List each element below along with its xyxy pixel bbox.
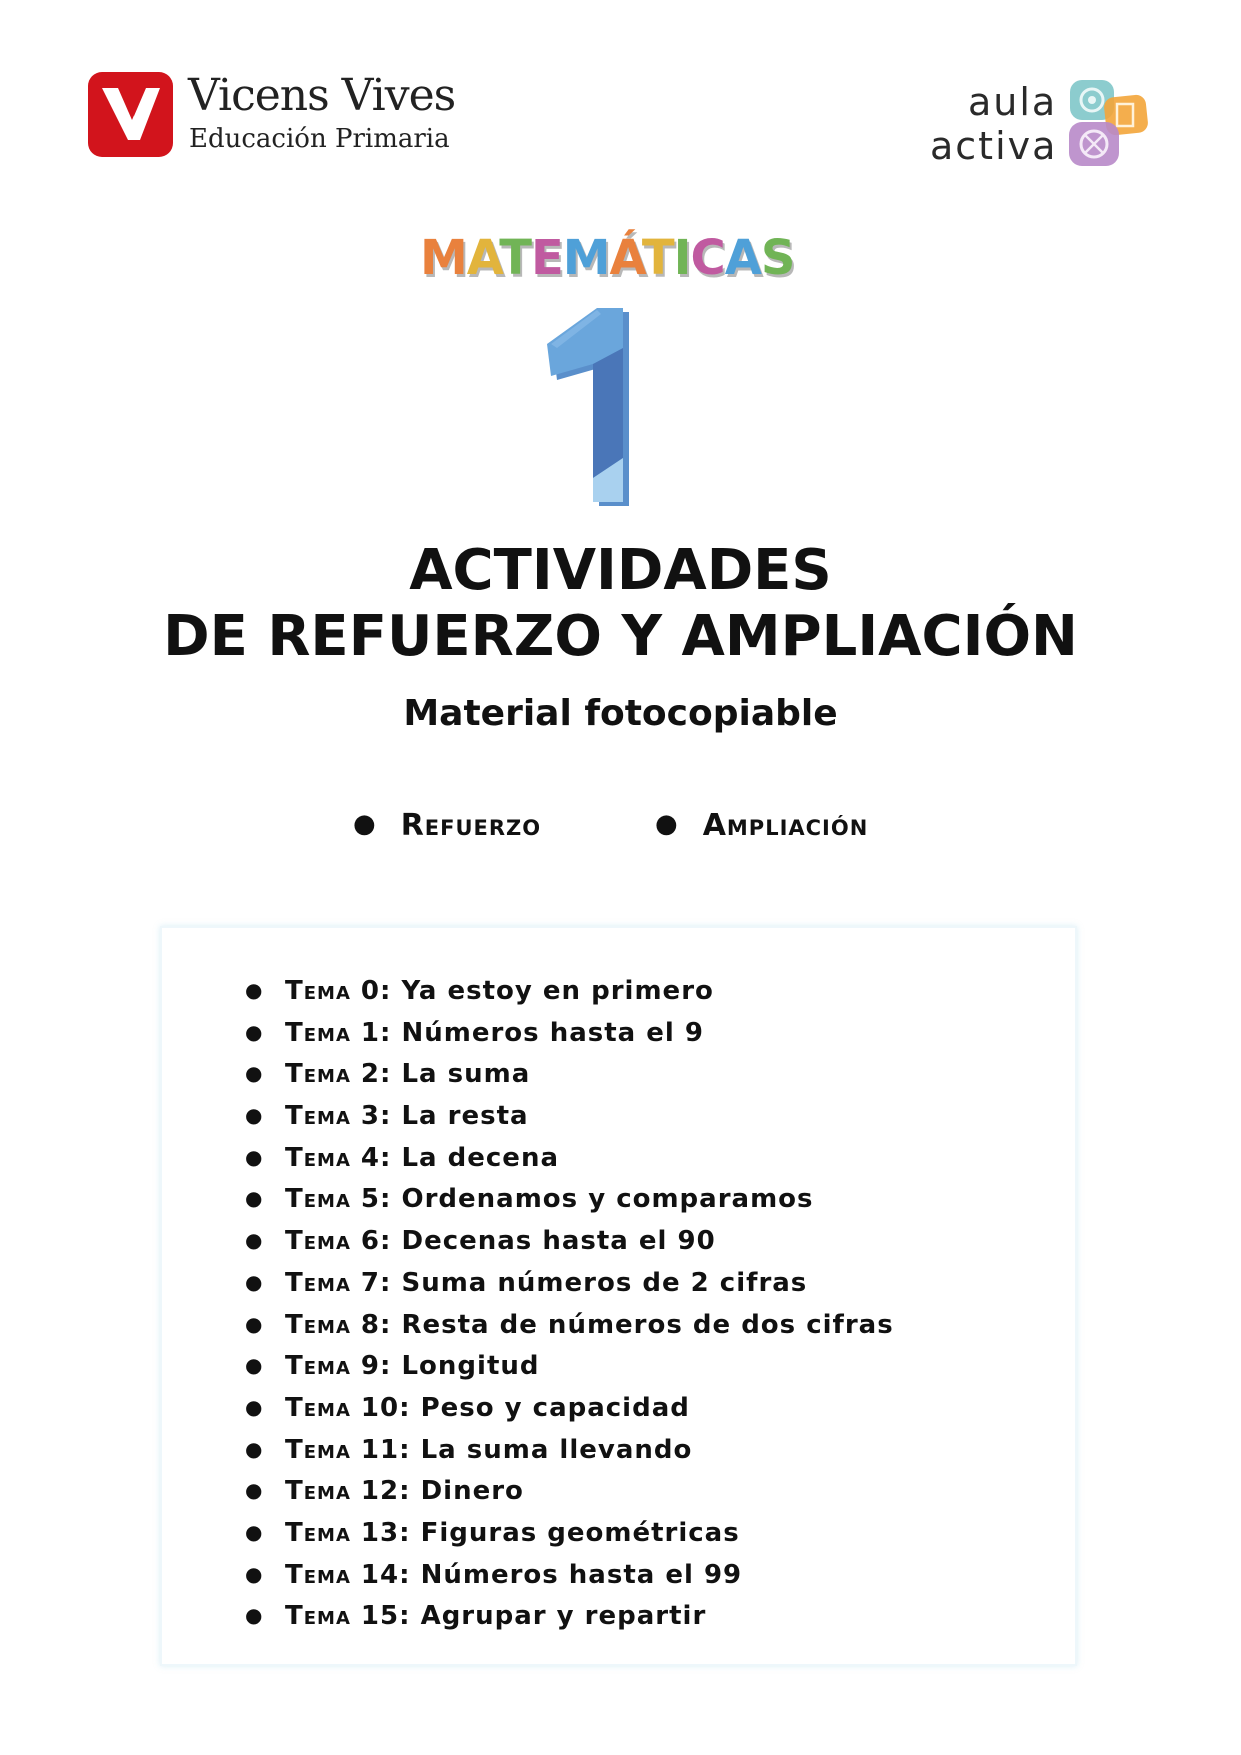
- topic-title: Dinero: [420, 1476, 524, 1507]
- topic-label: Tema 12:: [285, 1476, 411, 1507]
- subject-title-letter: M: [562, 230, 610, 286]
- topic-item: [245, 1347, 894, 1389]
- topics-list: [245, 972, 894, 1639]
- topic-label: Tema 15:: [285, 1601, 411, 1632]
- bullet-icon: ●: [245, 1311, 264, 1336]
- topic-item: [245, 1139, 894, 1181]
- topic-title: La decena: [401, 1142, 559, 1173]
- topic-title: Figuras geométricas: [420, 1517, 740, 1548]
- bullet-icon: ●: [245, 978, 264, 1002]
- topic-label: Tema 4:: [285, 1142, 392, 1173]
- topic-item: [245, 1014, 894, 1056]
- topic-title: Números hasta el 9: [401, 1017, 704, 1048]
- topic-item: [245, 1055, 894, 1097]
- bullet-icon: ●: [245, 1103, 264, 1128]
- topic-title: Ordenamos y comparamos: [401, 1184, 814, 1215]
- subject-title-letter: A: [724, 230, 761, 286]
- topic-label: Tema 13:: [285, 1517, 411, 1548]
- topic-label: Tema 14:: [285, 1559, 411, 1590]
- subject-title-letter: T: [499, 230, 531, 286]
- topic-item: [245, 1431, 894, 1473]
- topic-item: [245, 1097, 894, 1139]
- kind-refuerzo: [353, 808, 541, 843]
- topic-item: [245, 1514, 894, 1556]
- topic-title: Suma números de 2 cifras: [401, 1267, 808, 1298]
- topic-title: Decenas hasta el 90: [401, 1226, 716, 1257]
- grade-number: 1: [585, 428, 586, 429]
- topic-label: Tema 1:: [285, 1017, 392, 1048]
- bullet-icon: ●: [245, 1519, 264, 1544]
- subject-title-letter: C: [690, 230, 725, 286]
- kind-ampliacion: [655, 808, 868, 843]
- topic-label: Tema 3:: [285, 1101, 392, 1132]
- bullet-icon: ●: [245, 1353, 264, 1378]
- topic-item: [245, 1472, 894, 1514]
- series-name-line1: aula: [968, 80, 1058, 124]
- bullet-icon: ●: [353, 809, 377, 839]
- topic-item: [245, 1306, 894, 1348]
- topic-label: Tema 0:: [285, 976, 392, 1006]
- topic-item: [245, 972, 894, 1014]
- bullet-icon: ●: [245, 1144, 264, 1169]
- topic-label: Tema 8:: [285, 1309, 392, 1340]
- aula-activa-icons: [1065, 76, 1175, 180]
- topic-label: Tema 11:: [285, 1434, 411, 1465]
- bullet-icon: ●: [245, 1394, 264, 1419]
- subject-title-letter: M: [420, 230, 467, 286]
- topic-item: [245, 1389, 894, 1431]
- topic-item: [245, 1597, 894, 1639]
- topic-title: La suma: [401, 1059, 531, 1090]
- bullet-icon: ●: [245, 1436, 264, 1461]
- publisher-name: Vicens Vives: [188, 70, 456, 121]
- subject-title-letter: Á: [609, 230, 642, 286]
- topic-item: [245, 1556, 894, 1598]
- topic-item: [245, 1180, 894, 1222]
- topic-label: Tema 6:: [285, 1226, 392, 1257]
- subject-title-letter: S: [760, 230, 795, 286]
- topic-title: Ya estoy en primero: [401, 976, 714, 1006]
- main-title-line1: ACTIVIDADES: [409, 538, 832, 603]
- bullet-icon: ●: [245, 1561, 264, 1586]
- bullet-icon: ●: [245, 1186, 264, 1211]
- subject-title: [420, 230, 800, 286]
- topic-title: La suma llevando: [420, 1434, 693, 1465]
- main-title-line2: DE REFUERZO Y AMPLIACIÓN: [163, 604, 1078, 669]
- kind-label: Refuerzo: [400, 808, 542, 843]
- material-subtitle: Material fotocopiable: [403, 693, 838, 734]
- bullet-icon: ●: [245, 1019, 264, 1044]
- bullet-icon: ●: [245, 1478, 264, 1503]
- topic-item: [245, 1222, 894, 1264]
- bullet-icon: ●: [245, 1603, 264, 1628]
- kind-label: Ampliación: [702, 808, 869, 843]
- topics-box: [160, 926, 1077, 1666]
- topic-label: Tema 7:: [285, 1267, 392, 1298]
- bullet-icon: ●: [245, 1269, 264, 1294]
- bullet-icon: ●: [655, 809, 679, 839]
- grade-number-graphic: [545, 308, 635, 512]
- topic-label: Tema 10:: [285, 1392, 411, 1423]
- topic-title: Agrupar y repartir: [420, 1601, 707, 1632]
- bullet-icon: ●: [245, 1228, 264, 1253]
- topic-label: Tema 9:: [285, 1351, 392, 1382]
- subject-title-letter: A: [466, 230, 500, 286]
- publisher-subtitle: Educación Primaria: [189, 124, 450, 154]
- topic-label: Tema 2:: [285, 1059, 392, 1090]
- subject-title-letter: I: [673, 230, 691, 286]
- topic-label: Tema 5:: [285, 1184, 392, 1215]
- topic-item: [245, 1264, 894, 1306]
- main-title: [150, 538, 1091, 670]
- topic-title: Resta de números de dos cifras: [401, 1309, 894, 1340]
- subject-title-letter: T: [641, 230, 674, 286]
- vicens-vives-logo-icon: [88, 72, 173, 157]
- series-name-line2: activa: [930, 124, 1058, 168]
- bullet-icon: ●: [245, 1061, 264, 1086]
- topic-title: Longitud: [401, 1351, 540, 1382]
- topic-title: Números hasta el 99: [420, 1559, 743, 1590]
- subject-title-letter: E: [530, 230, 563, 286]
- topic-title: La resta: [401, 1101, 529, 1132]
- topic-title: Peso y capacidad: [420, 1392, 690, 1423]
